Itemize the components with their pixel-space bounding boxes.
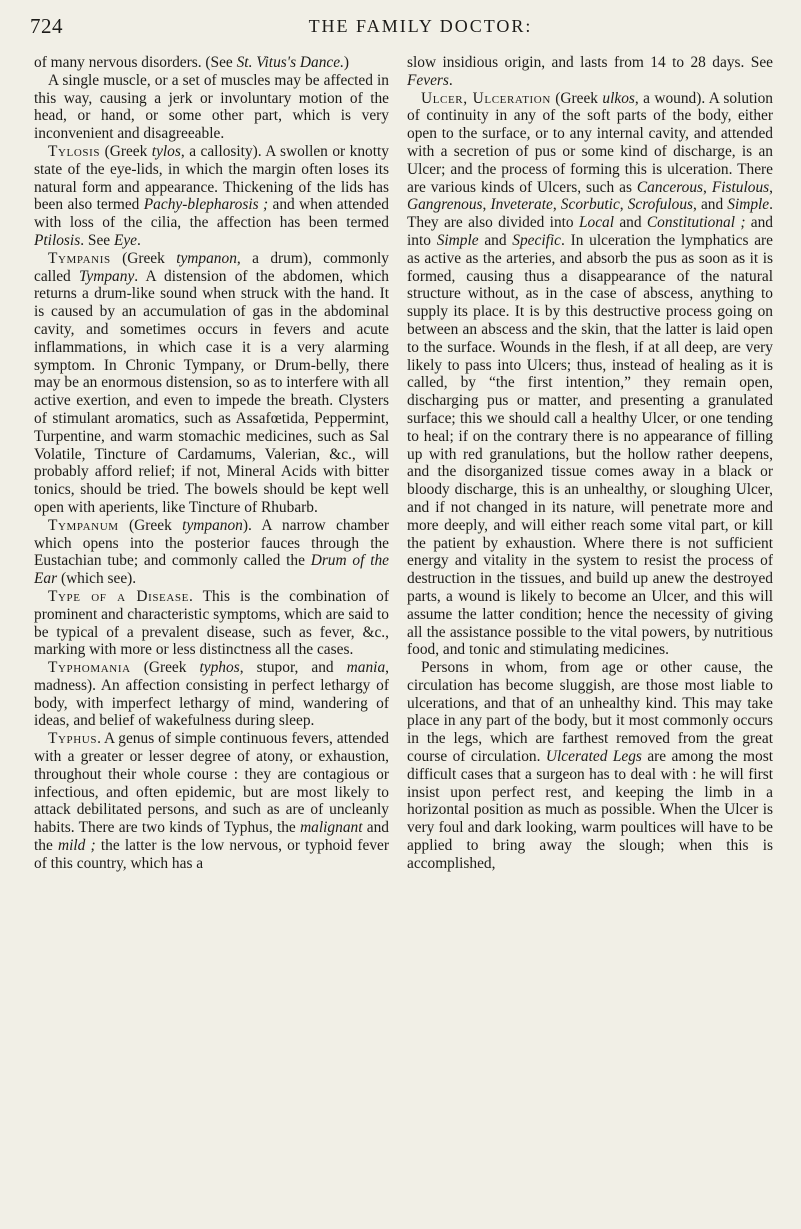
italic-text: Simple [436,231,479,249]
italic-text: Gangrenous [407,196,483,214]
body-text: A single muscle, or a set of muscles may be affected in this way, causing a jerk or involuntary motion of the head, or hand, or some other part, which is very inconvenient and disagreeable. [34,71,389,143]
italic-text: Simple [727,196,770,214]
italic-text: tympanon [176,249,237,267]
italic-text: typhos [199,659,240,677]
body-text: , [552,196,561,214]
body-text: . See [80,231,114,249]
body-text: slow insidious origin, and lasts from 14 to 28 days. See [407,54,773,71]
body-text: , stupor, and [239,659,347,677]
italic-text: Constitutional ; [646,214,746,232]
body-text: of many nervous disorders. (See [34,54,237,71]
body-text: (Greek [130,659,200,677]
body-text: (Greek [118,516,183,534]
italic-text: Local [578,214,615,232]
headword: Tympanum [48,516,119,534]
entry-ulcer [407,90,773,660]
body-text: and [478,231,513,249]
entry-tympanum [34,517,389,588]
body-text: . A genus of simple continuous fevers, attended with a greater or lesser degree of atony, or exhaustion, throughout their whole course : they are contagious or infectious, and often epidemic, but are most likely to attack debilitated persons, and such as are of uncleanly habits. There are two kinds of Typhus, the [34,730,389,837]
running-head: THE FAMILY DOCTOR: [308,16,533,36]
italic-text: Inveterate [490,196,553,214]
entry-tympanis [34,250,389,517]
italic-text: Fistulous [711,178,770,196]
body-text: and when attended with loss of the cilia, the affection has been termed [34,196,389,232]
entry-nervous-cont [34,54,389,72]
body-text: , madness). An affection consisting in perfect lethargy of body, with imperfect lethargy of mind, wandering of ideas, and belief of wakefulness during sleep. [34,659,389,730]
body-text: . They are also divided into [407,196,773,232]
italic-text: mania [346,659,386,677]
headword: Type of a Disease [48,587,189,605]
italic-text: Specific [512,231,561,249]
italic-text: Eye [113,231,138,249]
italic-text: mild ; [58,837,96,855]
body-text: (which see). [57,570,137,588]
body-text: , [769,178,773,196]
body-text: , a drum), commonly called [34,249,389,285]
italic-text: ulkos [602,89,635,107]
italic-text: Drum of the Ear [34,552,389,588]
entry-typhus [34,730,389,872]
body-text: . In ulceration the lymphatics are as active as the arteries, and absorb the pus as soon as it is formed, causing thus a disappearance of the natural structure without, as in the case of abscess, anything to supply its place. It is by this destructive process going on between an abscess and the skin, that the latter is laid open to the surface. Wounds in the flesh, if at all deep, are very likely to pass into Ulcers; thus, instead of healing as it is called, by “the first intention,” they remain open, discharging pus or matter, and presenting a granulated surface; this we should call a healthy Ulcer, or one tending to heal; if on the contrary there is no appearance of filling up with red granulations, but the hollow rather deepens, and the disorganized tissue comes away in a black or bloody discharge, this is an unhealthy, or sloughing Ulcer, and if not changed in its nature, will penetrate more and more deeply, and will either reach some vital part, or kill the patient by exhaustion. Where there is not sufficient energy and vitality in the system to resist the process of destruction in the tissues, and build up anew the destroyed parts, a wound is likely to become an Ulcer, and this will assume the latter condition; hence the necessity of giving all the assistance possible to the vital powers, by nutritious food, and tonic and stimulating medicines. [407,231,773,659]
entry-typhus-cont [407,54,773,90]
body-text: ). A narrow chamber which opens into the posterior fauces through the Eustachian tube; and commonly called the [34,516,390,570]
right-column [407,54,773,873]
headword: Tylosis [48,142,101,160]
italic-text: Pachy-blepharosis ; [143,196,269,214]
body-text: , a callosity). A swollen or knotty state of the eye-lids, in which the margin often loses its natural form and appearance. Thickening of the lids has been also termed [34,142,389,214]
body-text: . A distension of the abdomen, which returns a drum-like sound when struck with the hand. It is caused by an accumulation of gas in the abdominal cavity, and sometimes occurs in fevers and acute inflammations, in which case it is a very alarming symptom. In Chronic Tympany, or Drum-belly, there may be an enormous distension, so as to interfere with all active exertion, and even to impede the breath. Clysters of stimulant aromatics, such as Assafœtida, Peppermint, Turpentine, and warm stomachic medicines, such as Sal Volatile, Tincture of Cardamums, Valerian, &c., will probably afford relief; if not, Mineral Acids with bitter tonics, should be tried. The bowels should be kept well open with aperients, like Tincture of Rhubarb. [34,267,389,516]
italic-text: malignant [300,819,363,837]
body-text: ) [343,54,350,71]
italic-text: Scrofulous [627,196,694,214]
italic-text: tylos [151,142,181,160]
body-text: , [482,196,491,214]
body-text: (Greek [100,142,152,160]
body-text: (Greek [550,89,603,107]
body-text: (Greek [110,249,177,267]
body-text: and [614,214,647,232]
body-text: . This is the combination of prominent and characteristic symptoms, which are said to be typical of a prevalent disease, such as fever, &c., marking with more or less distinctness all the cases. [34,587,389,659]
page-number: 724 [30,14,63,38]
italic-text: tympanon [182,516,243,534]
italic-text: St. Vitus's Dance. [236,54,344,71]
body-text: and into [407,214,774,249]
body-text: Persons in whom, from age or other cause, the circulation has become sluggish, are those most liable to ulcerations, and that of an unhealthy kind. This may take place in any part of the body, but it most commonly occurs in the legs, which are farthest removed from the great course of circulation. [407,659,773,766]
headword: Typhus [48,730,98,748]
body-text: , [619,196,628,214]
left-column [34,54,389,873]
entry-muscle [34,72,389,143]
italic-text: Ulcerated Legs [545,748,642,766]
entry-tylosis [34,143,389,250]
entry-type-of-disease [34,588,389,659]
headword: Typhomania [48,659,131,677]
body-text: , [703,178,712,196]
body-text: , and [693,196,728,214]
italic-text: Cancerous [636,178,704,196]
body-text: the latter is the low nervous, or typhoid fever of this country, which has a [34,837,390,872]
italic-text: Fevers [407,71,449,89]
body-text: are among the most difficult cases that a surgeon has to deal with : he will first insist upon perfect rest, and keeping the limb in a horizontal position as much as possible. When the Ulcer is very foul and dark looking, warm poultices will have to be applied to bring away the slough; when this is accomplished, [407,748,773,872]
body-text: . [137,231,141,249]
body-text: . [448,71,453,89]
italic-text: Ptilosis [34,231,81,249]
page-header [26,14,775,40]
headword: Tympanis [48,249,111,267]
italic-text: Tympany [79,267,135,285]
entry-persons [407,659,773,873]
headword: Ulcer, Ulceration [421,89,551,107]
body-text: , a wound). A solution of continuity in any of the soft parts of the body, either open to the surface, or to any internal cavity, and attended with a secretion of pus or some kind of discharge, is an Ulcer; and the process of forming this is ulceration. There are various kinds of Ulcers, such as [407,89,774,196]
entry-typhomania [34,659,389,730]
italic-text: Scorbutic [560,196,620,214]
body-text: and the [34,819,389,855]
